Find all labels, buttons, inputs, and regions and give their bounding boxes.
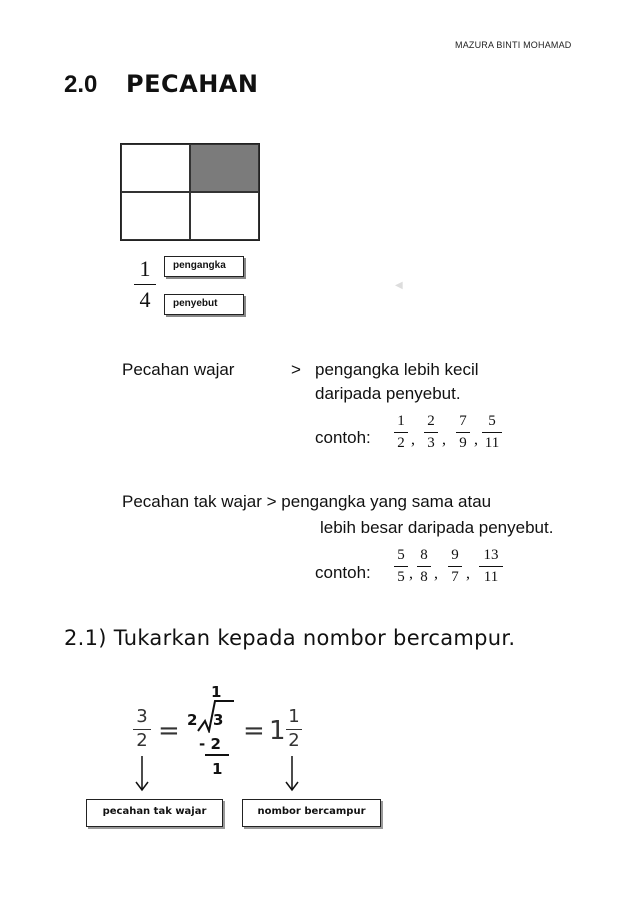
grid-cell — [190, 192, 259, 240]
improper-arrow: > — [266, 492, 277, 511]
mixed-fraction-part — [286, 708, 302, 751]
separator-comma: , — [474, 431, 478, 448]
author-name: MAZURA BINTI MOHAMAD — [455, 40, 572, 50]
quarter-grid-diagram — [120, 143, 260, 241]
numerator-label-box: pengangka — [164, 256, 244, 277]
example-denominator: 8 — [420, 569, 428, 585]
example-denominator: 2 — [136, 729, 148, 751]
division-remainder: 1 — [212, 760, 223, 778]
example-denominator: 11 — [484, 435, 500, 451]
separator-comma: , — [434, 565, 438, 582]
division-dividend: 3 — [213, 711, 224, 729]
example-numerator: 2 — [427, 413, 435, 429]
separator-comma: , — [411, 431, 415, 448]
small-triangle-mark: ◀ — [395, 280, 403, 291]
improper-example-fraction — [394, 548, 408, 585]
arrow-down-icon — [134, 756, 150, 792]
denominator-label-box: penyebut — [164, 294, 244, 315]
grid-cell — [121, 192, 190, 240]
improper-fraction-term — [122, 492, 491, 512]
fraction-bar — [394, 566, 408, 567]
section-heading: PECAHAN — [126, 70, 259, 98]
fraction-bar — [417, 566, 431, 567]
mixed-whole-number: 1 — [269, 716, 286, 746]
section-2-1-heading: 2.1) Tukarkan kepada nombor bercampur. — [64, 626, 516, 650]
division-underline — [205, 754, 229, 756]
improper-example-fraction — [417, 548, 431, 585]
separator-comma: , — [442, 431, 446, 448]
fraction-denominator: 4 — [139, 287, 151, 312]
example-denominator: 2 — [397, 435, 405, 451]
improper-example-fraction — [448, 548, 462, 585]
fraction-one-quarter — [134, 258, 156, 311]
example-numerator: 1 — [288, 706, 300, 727]
proper-definition-line2: daripada penyebut. — [315, 384, 461, 403]
grid-cell — [121, 144, 190, 192]
example-numerator: 9 — [451, 547, 459, 563]
improper-term-text: Pecahan tak wajar — [122, 492, 262, 511]
example-numerator: 5 — [488, 413, 496, 429]
fraction-bar — [479, 566, 503, 567]
proper-example-fraction — [424, 414, 438, 451]
fraction-bar — [394, 432, 408, 433]
arrow-down-icon — [284, 756, 300, 792]
mixed-number-label-box: nombor bercampur — [242, 799, 381, 827]
page-title — [64, 70, 258, 99]
proper-arrow: > — [291, 360, 301, 379]
example-numerator: 1 — [397, 413, 405, 429]
fraction-bar — [482, 432, 502, 433]
separator-comma: , — [409, 565, 413, 582]
separator-comma: , — [466, 565, 470, 582]
example-denominator: 3 — [427, 435, 435, 451]
proper-example-fraction — [394, 414, 408, 451]
example-denominator: 2 — [288, 729, 300, 751]
example-numerator: 3 — [136, 706, 148, 727]
fraction-bar — [134, 284, 156, 285]
equals-sign: = — [243, 716, 265, 746]
proper-example-fraction — [482, 414, 502, 451]
example-denominator: 11 — [483, 569, 499, 585]
fraction-bar — [456, 432, 470, 433]
improper-definition-line2: lebih besar daripada penyebut. — [320, 518, 554, 537]
example-numerator: 13 — [483, 547, 499, 563]
section-number: 2.0 — [64, 71, 98, 98]
example-numerator: 8 — [420, 547, 428, 563]
equals-sign: = — [158, 716, 180, 746]
improper-example-label: contoh: — [315, 563, 371, 582]
division-quotient: 1 — [211, 683, 222, 701]
fraction-bar — [424, 432, 438, 433]
proper-example-label: contoh: — [315, 428, 371, 447]
example-numerator: 7 — [459, 413, 467, 429]
improper-fraction-label-box: pecahan tak wajar — [86, 799, 223, 827]
improper-fraction-three-halves — [133, 708, 151, 751]
division-divisor: 2 — [187, 711, 198, 729]
example-numerator: 5 — [397, 547, 405, 563]
grid-cell-shaded — [190, 144, 259, 192]
improper-example-fraction — [479, 548, 503, 585]
proper-fraction-term: Pecahan wajar — [122, 360, 235, 379]
proper-example-fraction — [456, 414, 470, 451]
example-denominator: 5 — [397, 569, 405, 585]
division-subtract: - 2 — [199, 735, 221, 753]
fraction-numerator: 1 — [139, 256, 151, 281]
improper-definition-line1: pengangka yang sama atau — [281, 492, 492, 511]
example-denominator: 7 — [451, 569, 459, 585]
proper-definition-line1: pengangka lebih kecil — [315, 360, 479, 379]
fraction-bar — [448, 566, 462, 567]
example-denominator: 9 — [459, 435, 467, 451]
